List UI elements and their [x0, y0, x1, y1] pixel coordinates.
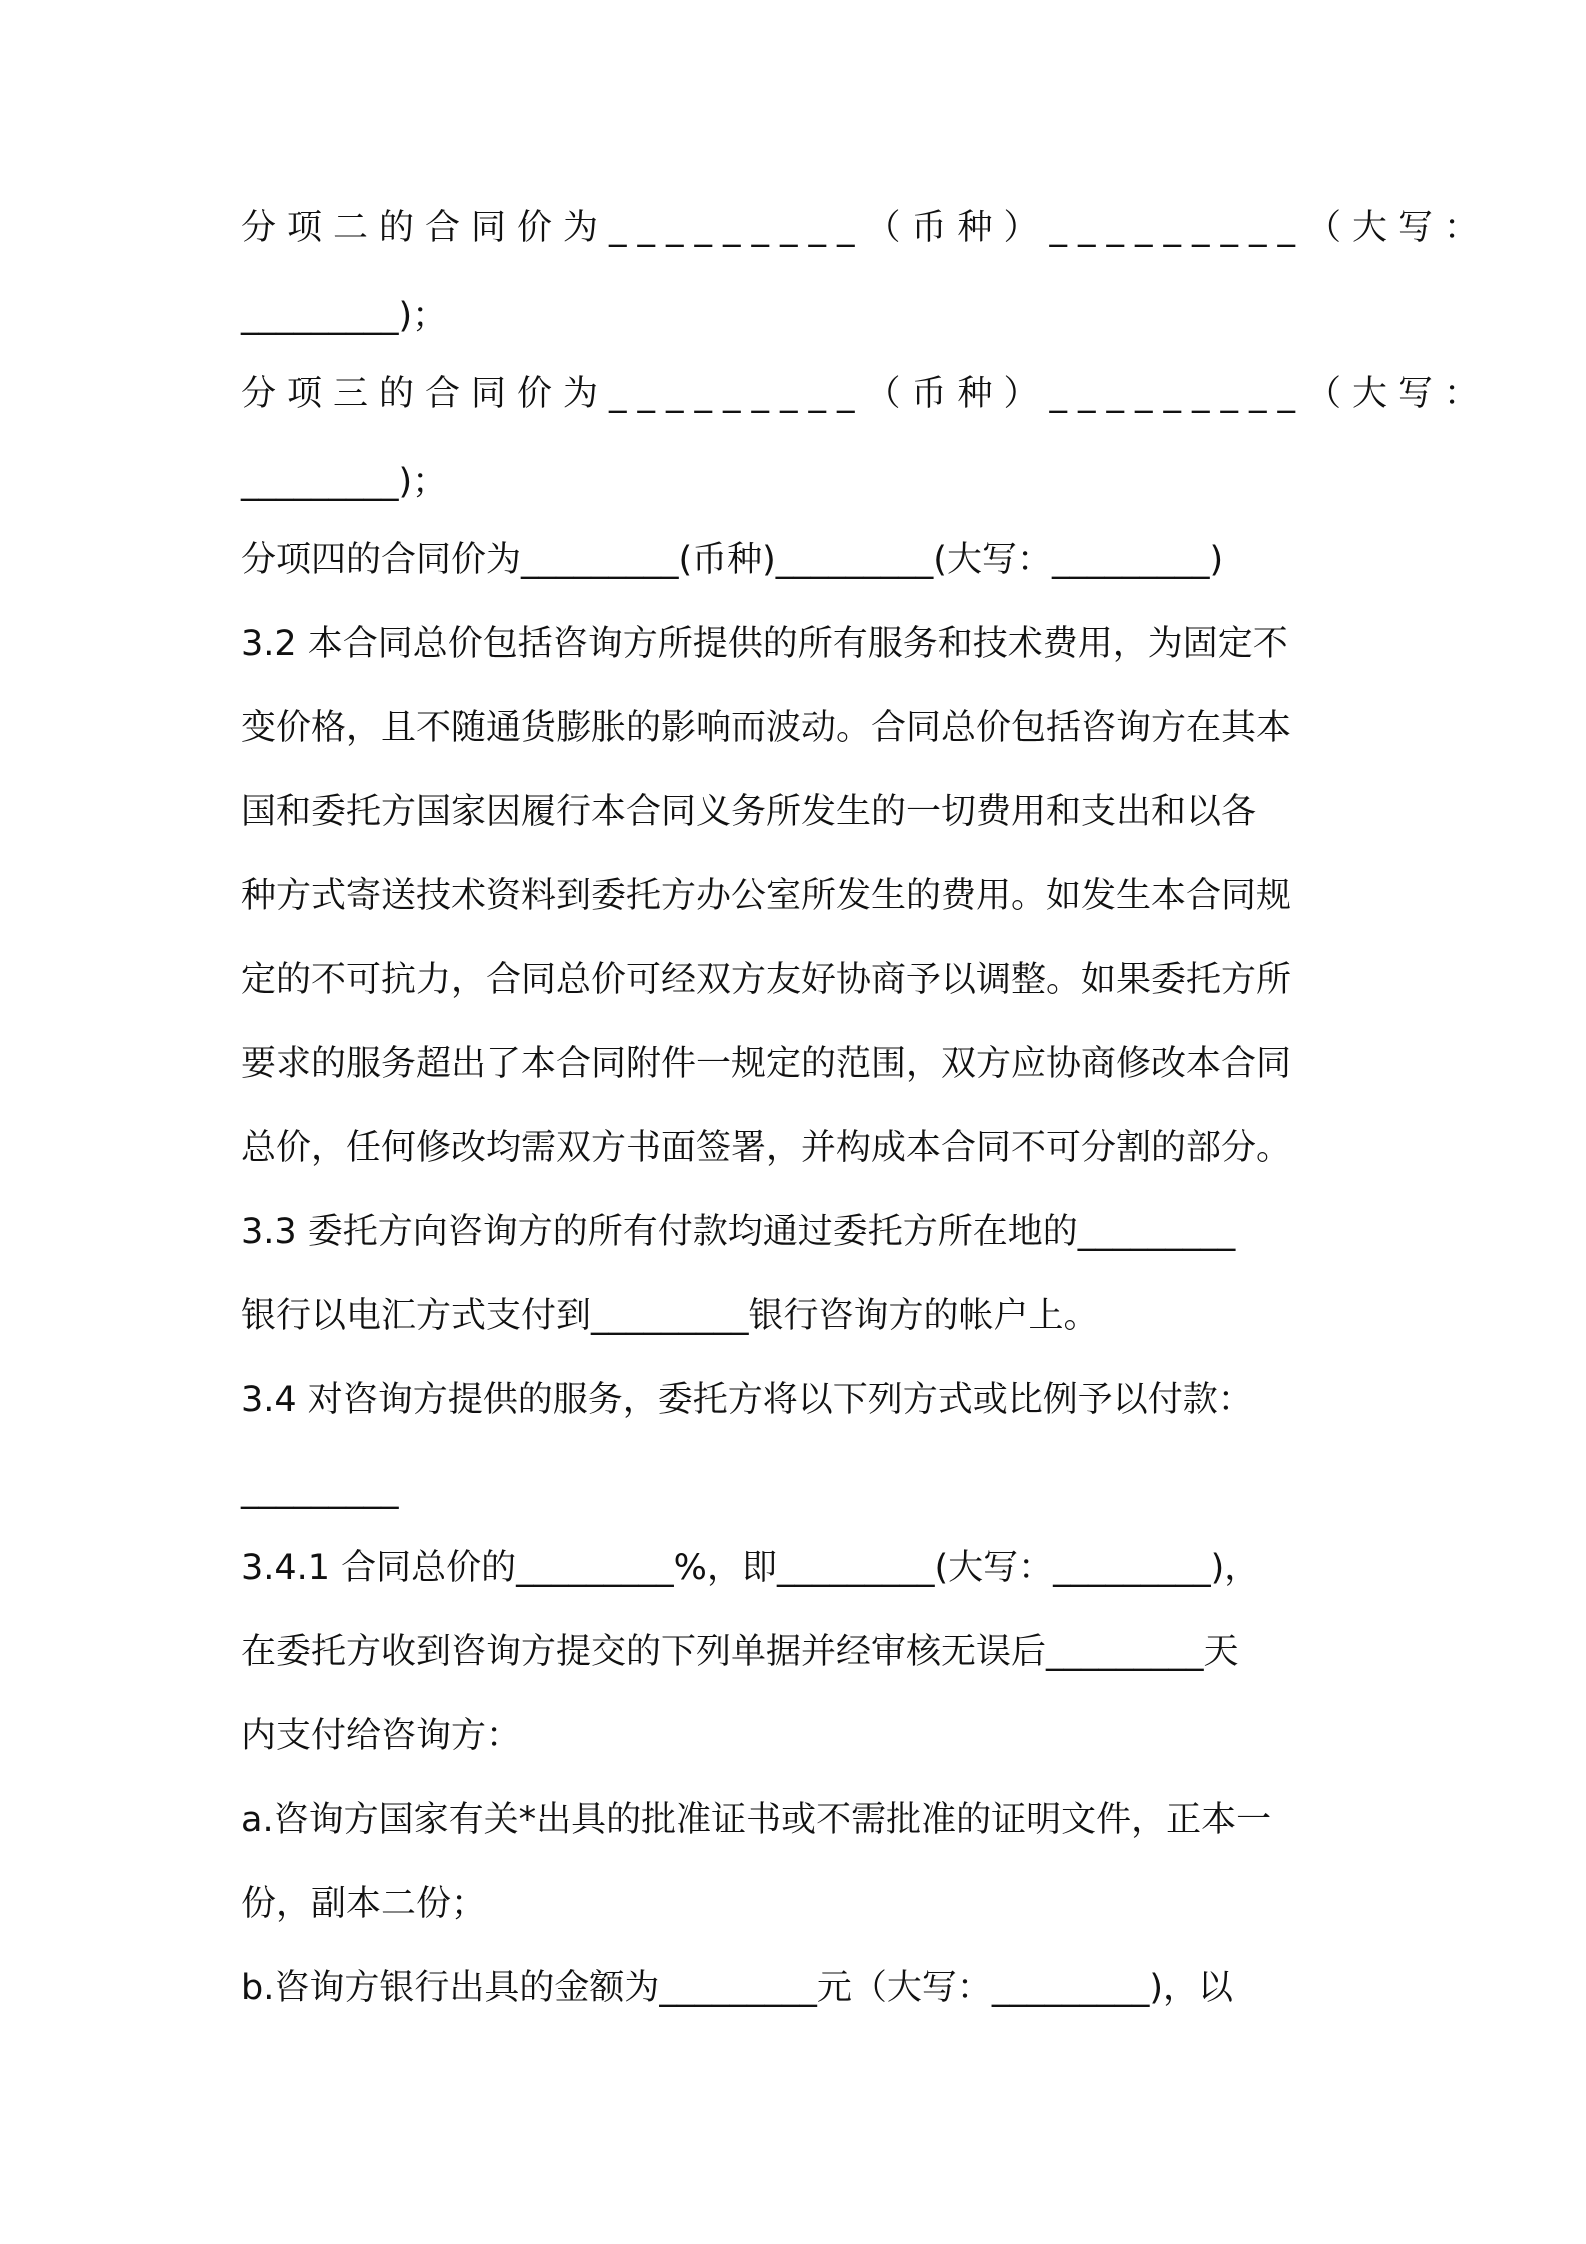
text-line: 定的不可抗力，合同总价可经双方友好协商予以调整。如果委托方所: [241, 960, 1292, 1000]
text-line: 变价格，且不随通货膨胀的影响而波动。合同总价包括咨询方在其本: [241, 708, 1292, 748]
text-line-clause-3-4-1: 3.4.1 合同总价的_________%，即_________(大写：_________)，: [241, 1548, 1260, 1588]
text-line-blank: _________: [241, 1470, 399, 1510]
text-line: 在委托方收到咨询方提交的下列单据并经审核无误后_________天: [241, 1632, 1239, 1672]
text-line-clause-3-2: 3.2 本合同总价包括咨询方所提供的所有服务和技术费用，为固定不: [241, 624, 1288, 664]
text-line-subitem-2-price: 分项二的合同价为_________（币种）_________（大写：: [241, 208, 1491, 248]
text-line: 国和委托方国家因履行本合同义务所发生的一切费用和支出和以各: [241, 792, 1257, 832]
text-line-subitem-2-amount-in-words: _________)；: [241, 296, 448, 336]
text-line: 内支付给咨询方：: [241, 1716, 522, 1756]
text-line-item-a: a.咨询方国家有关*出具的批准证书或不需批准的证明文件，正本一: [241, 1800, 1272, 1840]
text-line-clause-3-4: 3.4 对咨询方提供的服务，委托方将以下列方式或比例予以付款：: [241, 1380, 1253, 1420]
text-line-subitem-4-price: 分项四的合同价为_________(币种)_________(大写：_________): [241, 540, 1224, 580]
text-line: 银行以电汇方式支付到_________银行咨询方的帐户上。: [241, 1296, 1099, 1336]
text-line-item-b: b.咨询方银行出具的金额为_________元（大写：_________)，以: [241, 1968, 1233, 2008]
text-line: 份，副本二份；: [241, 1884, 487, 1924]
text-line: 要求的服务超出了本合同附件一规定的范围，双方应协商修改本合同: [241, 1044, 1292, 1084]
text-line-subitem-3-price: 分项三的合同价为_________（币种）_________（大写：: [241, 374, 1491, 414]
text-line: 种方式寄送技术资料到委托方办公室所发生的费用。如发生本合同规: [241, 876, 1292, 916]
text-line: 总价，任何修改均需双方书面签署，并构成本合同不可分割的部分。: [241, 1128, 1292, 1168]
text-line-subitem-3-amount-in-words: _________)；: [241, 462, 448, 502]
text-line-clause-3-3: 3.3 委托方向咨询方的所有付款均通过委托方所在地的_________: [241, 1212, 1236, 1252]
